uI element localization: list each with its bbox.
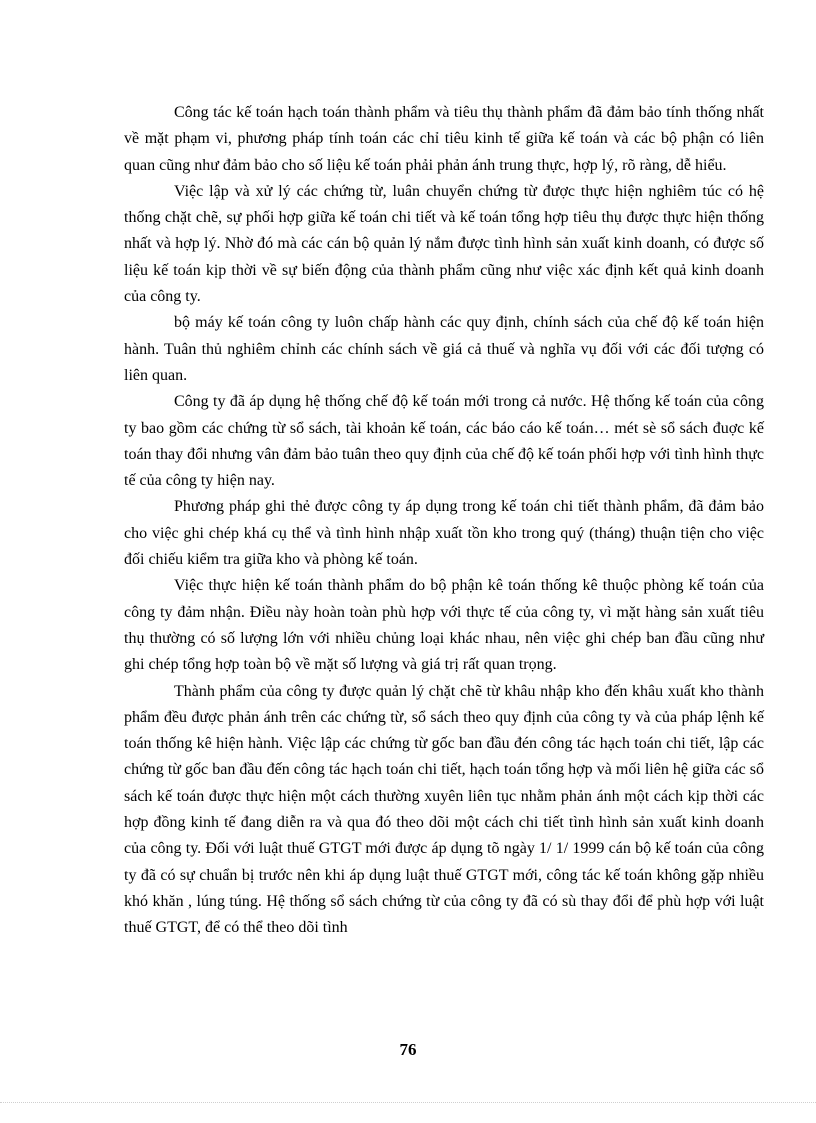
paragraph-2: Việc lập và xử lý các chứng từ, luân chuyển chứng từ được thực hiện nghiêm túc có hệ thống chặt chẽ, sự phối hợp giữa kế toán chi tiết và kế toán tổng hợp tiêu thụ được thực hiện thống nhất và hợp lý. Nhờ đó mà các cán bộ quản lý nắm được tình hình sản xuất kinh doanh, có được số liệu kế toán kịp thời về sự biến động của thành phẩm cũng như việc xác định kết quả kinh doanh của công ty. bbox=[124, 182, 764, 306]
paragraph-3: bộ máy kế toán công ty luôn chấp hành các quy định, chính sách của chế độ kế toán hiện hành. Tuân thủ nghiêm chỉnh các chính sách về giá cả thuế và nghĩa vụ đối với các đối tượng có liên quan. bbox=[124, 314, 764, 384]
page-bottom-divider bbox=[0, 1102, 816, 1103]
body-text bbox=[124, 100, 764, 942]
page-number: 76 bbox=[399, 1040, 417, 1059]
paragraph-4: Công ty đã áp dụng hệ thống chế độ kế toán mới trong cả nước. Hệ thống kế toán của công ty bao gồm các chứng từ sổ sách, tài khoản kế toán, các báo cáo kế toán… mét sè sổ sách đuợc kế toán thay đổi nhưng vân đảm bảo tuân theo quy định của chế độ kế toán phối hợp với tình hình thực tế của công ty hiện nay. bbox=[124, 393, 764, 490]
paragraph-6: Việc thực hiện kế toán thành phẩm do bộ phận kê toán thống kê thuộc phòng kế toán của công ty đảm nhận. Điều này hoàn toàn phù hợp với thực tế của công ty, vì mặt hàng sản xuất tiêu thụ thường có số lượng lớn với nhiều chủng loại khác nhau, nên việc ghi chép ban đầu cũng như ghi chép tổng hợp toàn bộ về mặt số lượng và giá trị rất quan trọng. bbox=[124, 577, 764, 674]
paragraph-5: Phương pháp ghi thẻ được công ty áp dụng trong kế toán chi tiết thành phẩm, đã đảm bảo cho việc ghi chép khá cụ thể và tình hình nhập xuất tồn kho trong quý (tháng) thuận tiện cho việc đối chiếu kiểm tra giữa kho và phòng kế toán. bbox=[124, 498, 764, 569]
paragraph-1: Công tác kế toán hạch toán thành phẩm và tiêu thụ thành phẩm đã đảm bảo tính thống nhất về mặt phạm vi, phương pháp tính toán các chỉ tiêu kinh tế giữa kế toán và các bộ phận có liên quan cũng như đảm bảo cho số liệu kế toán phải phản ánh trung thực, hợp lý, rõ ràng, dễ hiểu. bbox=[124, 104, 764, 174]
paragraph-7: Thành phẩm của công ty được quản lý chặt chẽ từ khâu nhập kho đến khâu xuất kho thành phẩm đều được phản ánh trên các chứng từ, sổ sách theo quy định của công ty và của pháp lệnh kế toán thống kê hiện hành. Việc lập các chứng từ gốc ban đầu đén công tác hạch toán chi tiết, lập các chứng từ gốc ban đầu đến công tác hạch toán chi tiết, hạch toán tổng hợp và mối liên hệ giữa các sổ sách kế toán được thực hiện một cách thường xuyên liên tục nhằm phản ánh một cách kịp thời các hợp đồng kinh tế đang diễn ra và qua đó theo dõi một cách chi tiết tình hình sản xuất kinh doanh của công ty. Đối với luật thuế GTGT mới được áp dụng tõ ngày 1/ 1/ 1999 cán bộ kế toán của công ty đã có sự chuẩn bị trước nên khi áp dụng luật thuế GTGT mới, công tác kế toán không gặp nhiều khó khăn , lúng túng. Hệ thống sổ sách chứng từ của công ty đã có sù thay đổi để phù hợp với luật thuế GTGT, để có thể theo dõi tình bbox=[124, 682, 764, 937]
